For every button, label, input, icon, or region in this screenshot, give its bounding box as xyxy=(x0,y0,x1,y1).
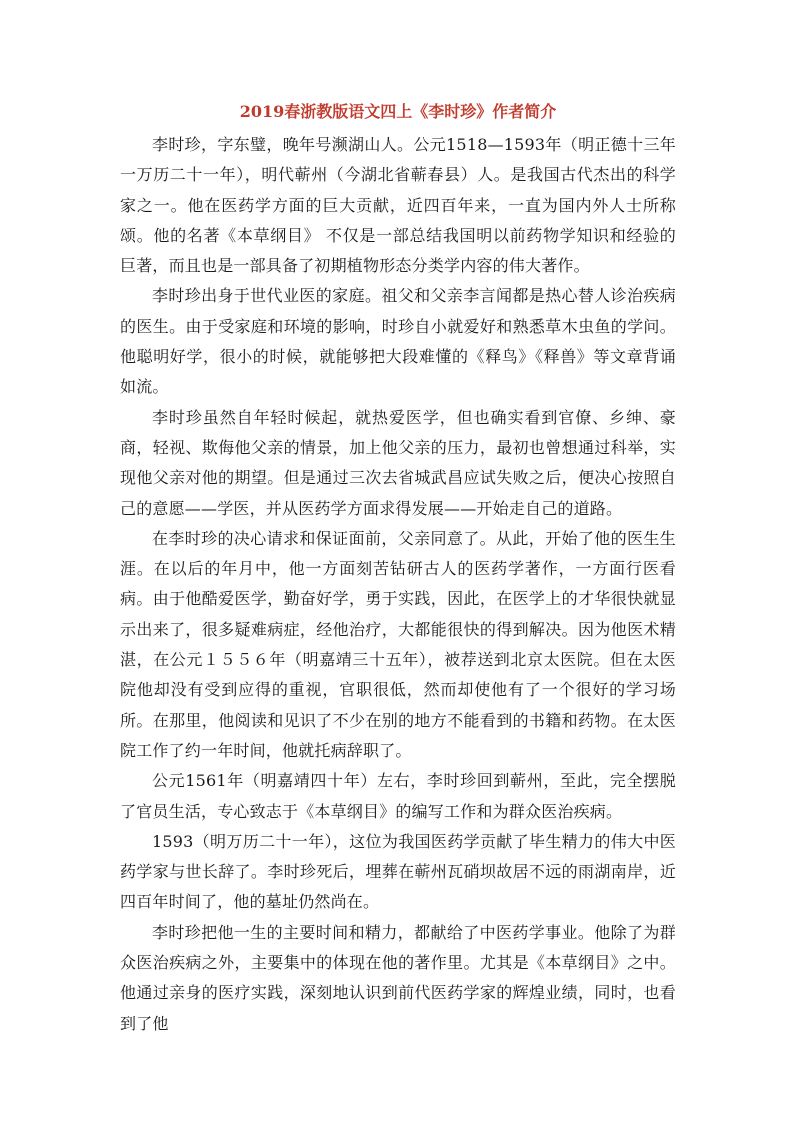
paragraph-intro: 李时珍，字东璧，晚年号濒湖山人。公元1518—1593年（明正德十三年一万历二十一年），明代蕲州（今湖北省蕲春县）人。是我国古代杰出的科学家之一。他在医药学方面的巨大贡献，近四百年来，一直为国内外人士所称颂。他的名著《本草纲目》 不仅是一部总结我国明以前药物学知识和经验的巨著，而且也是一部具备了初期植物形态分类学内容的伟大著作。 xyxy=(120,135,676,276)
paragraph-family: 李时珍出身于世代业医的家庭。祖父和父亲李言闻都是热心替人诊治疾病的医生。由于受家庭和环境的影响，时珍自小就爱好和熟悉草木虫鱼的学问。他聪明好学，很小的时候，就能够把大段难懂的《释鸟》《释兽》等文章背诵如流。 xyxy=(120,286,676,397)
document-title: 2019春浙教版语文四上《李时珍》作者简介 xyxy=(239,102,557,121)
paragraph-decision: 李时珍虽然自年轻时候起，就热爱医学，但也确实看到官僚、乡绅、豪商，轻视、欺侮他父亲的情景，加上他父亲的压力，最初也曾想通过科举，实现他父亲对他的期望。但是通过三次去省城武昌应试失败之后，便决心按照自己的意愿——学医，并从医药学方面求得发展——开始走自己的道路。 xyxy=(120,407,676,518)
paragraph-death: 1593（明万历二十一年），这位为我国医药学贡献了毕生精力的伟大中医药学家与世长辞了。李时珍死后，埋葬在蕲州瓦硝坝故居不远的雨湖南岸，近四百年时间了，他的墓址仍然尚在。 xyxy=(120,831,676,912)
paragraph-legacy: 李时珍把他一生的主要时间和精力，都献给了中医药学事业。他除了为群众医治疾病之外，主要集中的体现在他的著作里。尤其是《本草纲目》之中。他通过亲身的医疗实践，深刻地认识到前代医药学家的辉煌业绩，同时，也看到了他 xyxy=(120,922,676,1033)
paragraph-return: 公元1561年（明嘉靖四十年）左右，李时珍回到蕲州，至此，完全摆脱了官员生活，专心致志于《本草纲目》的编写工作和为群众医治疾病。 xyxy=(120,771,676,821)
paragraph-career: 在李时珍的决心请求和保证面前，父亲同意了。从此，开始了他的医生生涯。在以后的年月中，他一方面刻苦钻研古人的医药学著作，一方面行医看病。由于他酷爱医学，勤奋好学，勇于实践，因此，在医学上的才华很快就显示出来了，很多疑难病症，经他治疗，大都能很快的得到解决。因为他医术精湛，在公元１５５６年（明嘉靖三十五年），被荐送到北京太医院。但在太医院他却没有受到应得的重视，官职很低，然而却使他有了一个很好的学习场所。在那里，他阅读和见识了不少在别的地方不能看到的书籍和药物。在太医院工作了约一年时间，他就托病辞职了。 xyxy=(120,528,676,760)
document-page xyxy=(120,100,676,1039)
